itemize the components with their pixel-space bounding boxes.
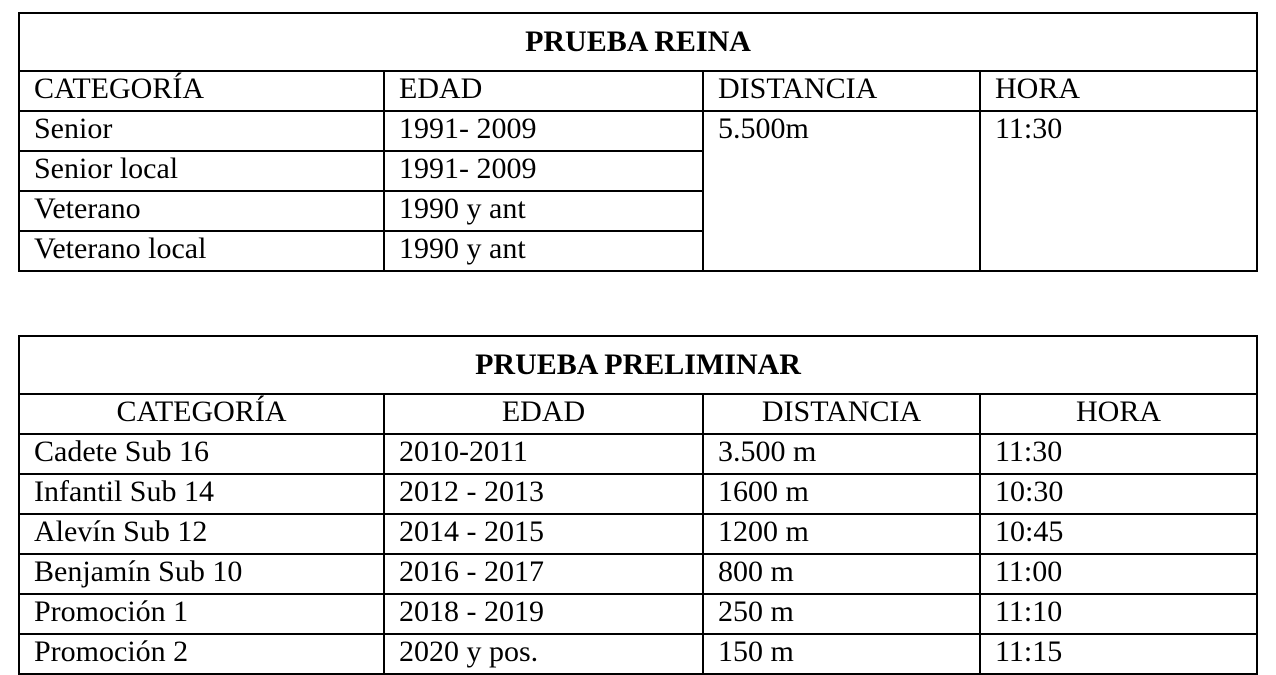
header-distancia: DISTANCIA bbox=[703, 394, 980, 434]
edad-cell: 2010-2011 bbox=[384, 434, 703, 474]
hora-cell: 11:30 bbox=[980, 111, 1257, 271]
categoria-cell: Veterano bbox=[19, 191, 384, 231]
header-edad: EDAD bbox=[384, 394, 703, 434]
table-row bbox=[19, 111, 1257, 151]
hora-cell: 11:30 bbox=[980, 434, 1257, 474]
categoria-cell: Benjamín Sub 10 bbox=[19, 554, 384, 594]
prueba-preliminar-table bbox=[18, 335, 1258, 675]
header-row bbox=[19, 394, 1257, 434]
distancia-cell: 150 m bbox=[703, 634, 980, 674]
edad-cell: 2012 - 2013 bbox=[384, 474, 703, 514]
prueba-reina-table bbox=[18, 12, 1258, 272]
distancia-cell: 250 m bbox=[703, 594, 980, 634]
edad-cell: 2018 - 2019 bbox=[384, 594, 703, 634]
edad-cell: 1991- 2009 bbox=[384, 111, 703, 151]
distancia-cell: 1200 m bbox=[703, 514, 980, 554]
categoria-cell: Infantil Sub 14 bbox=[19, 474, 384, 514]
edad-cell: 1990 y ant bbox=[384, 231, 703, 271]
header-distancia: DISTANCIA bbox=[703, 71, 980, 111]
distancia-cell: 800 m bbox=[703, 554, 980, 594]
categoria-cell: Senior bbox=[19, 111, 384, 151]
table-row bbox=[19, 434, 1257, 474]
categoria-cell: Alevín Sub 12 bbox=[19, 514, 384, 554]
distancia-cell: 1600 m bbox=[703, 474, 980, 514]
categoria-cell: Cadete Sub 16 bbox=[19, 434, 384, 474]
prueba-preliminar-title: PRUEBA PRELIMINAR bbox=[19, 336, 1257, 394]
categoria-cell: Promoción 2 bbox=[19, 634, 384, 674]
header-edad: EDAD bbox=[384, 71, 703, 111]
header-categoria: CATEGORÍA bbox=[19, 71, 384, 111]
hora-cell: 11:10 bbox=[980, 594, 1257, 634]
table-row bbox=[19, 474, 1257, 514]
distancia-cell: 5.500m bbox=[703, 111, 980, 271]
edad-cell: 2014 - 2015 bbox=[384, 514, 703, 554]
edad-cell: 1990 y ant bbox=[384, 191, 703, 231]
categoria-cell: Promoción 1 bbox=[19, 594, 384, 634]
table-row bbox=[19, 514, 1257, 554]
hora-cell: 10:45 bbox=[980, 514, 1257, 554]
header-hora: HORA bbox=[980, 394, 1257, 434]
table-row bbox=[19, 594, 1257, 634]
hora-cell: 11:00 bbox=[980, 554, 1257, 594]
edad-cell: 2016 - 2017 bbox=[384, 554, 703, 594]
prueba-reina-title: PRUEBA REINA bbox=[19, 13, 1257, 71]
edad-cell: 1991- 2009 bbox=[384, 151, 703, 191]
categoria-cell: Veterano local bbox=[19, 231, 384, 271]
distancia-cell: 3.500 m bbox=[703, 434, 980, 474]
table-row bbox=[19, 634, 1257, 674]
header-row bbox=[19, 71, 1257, 111]
hora-cell: 11:15 bbox=[980, 634, 1257, 674]
table-row bbox=[19, 554, 1257, 594]
header-categoria: CATEGORÍA bbox=[19, 394, 384, 434]
hora-cell: 10:30 bbox=[980, 474, 1257, 514]
categoria-cell: Senior local bbox=[19, 151, 384, 191]
edad-cell: 2020 y pos. bbox=[384, 634, 703, 674]
header-hora: HORA bbox=[980, 71, 1257, 111]
